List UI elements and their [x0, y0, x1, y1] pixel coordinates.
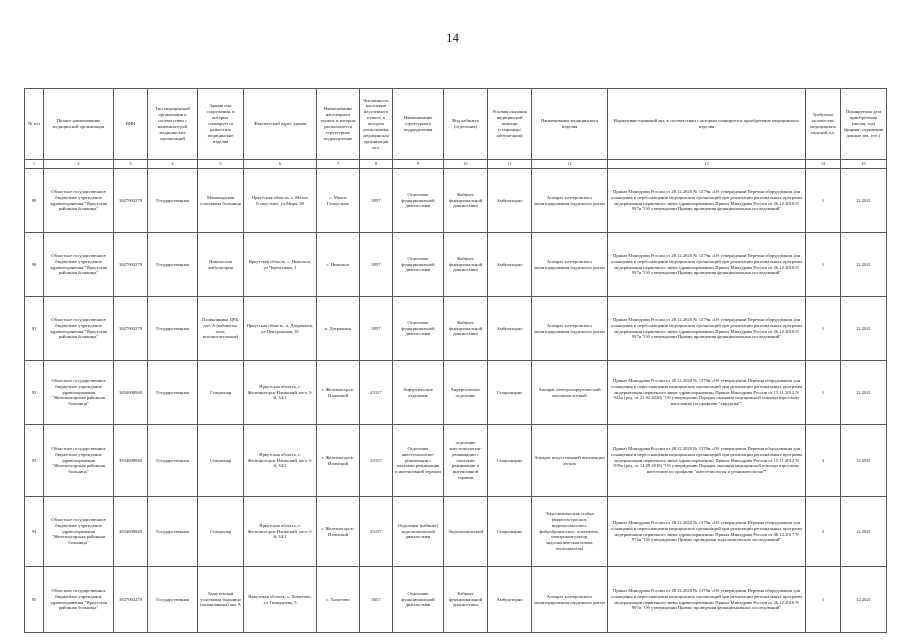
inn: 3827004279 — [114, 233, 148, 297]
device-name: Аппарат холтеровского мониторирования сердечного ритма — [532, 169, 608, 233]
row-number: 90 — [25, 233, 44, 297]
care-conditions: Амбулаторно — [488, 567, 532, 633]
org-type: Государственная — [148, 567, 198, 633]
address: Иркутская область, г. Железногорск-Илимский, кв-л 3-й, 34/1 — [244, 425, 317, 497]
normative-act: Приказ Минздрава России от 28.12.2020 № 1379н «Об утверждении Перечня оборудования для оснащения и переоснащения медицинских организаций при реализации региональных программ модернизации первичного звена здравоохранения» Приказ Минздрава России от 06.12.2017 N 974н "Об утверждении Правил проведения эндоскопических исследований" — [608, 497, 806, 567]
inn: 3834008940 — [114, 497, 148, 567]
inn: 3834008940 — [114, 361, 148, 425]
building: Хомутовская участковая больница (поликлиника) лит А — [198, 567, 244, 633]
quantity: 1 — [806, 567, 841, 633]
purchase-date: 12.2021 — [841, 567, 887, 633]
col-number: 8 — [360, 160, 393, 169]
table-row — [25, 567, 887, 633]
col-header: Вид кабинета (отделения) — [444, 89, 488, 160]
population: 23157 — [360, 361, 393, 425]
row-number: 89 — [25, 169, 44, 233]
care-conditions: Стационарно — [488, 425, 532, 497]
org-name: Областное государственное бюджетное учреждение здравоохранения "Железногорская районная больница" — [44, 497, 114, 567]
care-conditions: Амбулаторно — [488, 297, 532, 361]
normative-act: Приказ Минздрава России от 28.12.2020 № 1379н «Об утверждении Перечня оборудования для оснащения и переоснащения медицинских организаций при реализации региональных программ модернизации первичного звена здравоохранения» Приказ Минздрава России от 15.11.2012 N 922н (ред. от 21.02.2020) "Об утверждении Порядка оказания медицинской помощи взрослому населению по профилю "хирургия"" — [608, 361, 806, 425]
quantity: 3 — [806, 425, 841, 497]
inn: 3827004279 — [114, 567, 148, 633]
col-header: Численность населения населенного пункта, в котором расположена медицинская организация чел. — [360, 89, 393, 160]
address: Иркутская область, с. Никольск, ул.Черемушки, 1 — [244, 233, 317, 297]
settlement: п. Дзержинск — [317, 297, 360, 361]
building: Стационар — [198, 361, 244, 425]
cabinet-type: отделение анестезиологии-реанимации с палатами реанимации и интенсивной терапии — [444, 425, 488, 497]
device-name: Аппарат холтеровского мониторирования сердечного ритма — [532, 233, 608, 297]
structural-unit: Отделение функциональной диагностики — [393, 297, 444, 361]
org-type: Государственная — [148, 297, 198, 361]
cabinet-type: Эндоскопический — [444, 497, 488, 567]
row-number: 91 — [25, 297, 44, 361]
org-name: Областное государственное бюджетное учреждение здравоохранения "Иркутская районная больница" — [44, 169, 114, 233]
col-header: Наименование населенного пункта, в котором располагается структурное подразделение — [317, 89, 360, 160]
normative-act: Приказ Минздрава России от 28.12.2020 № 1379н «Об утверждении Перечня оборудования для оснащения и переоснащения медицинских организаций при реализации региональных программ модернизации первичного звена здравоохранения» Приказ Минздрава России от 26.12.2016 N 997н "Об утверждении Правил проведения функциональных исследований" — [608, 567, 806, 633]
building: Никольская амбулатория — [198, 233, 244, 297]
device-name: Аппарат холтеровского мониторирования сердечного ритма — [532, 297, 608, 361]
structural-unit: Отделение (кабинет) эндоскопической диагностики — [393, 497, 444, 567]
header-row — [25, 89, 887, 160]
col-number: 14 — [806, 160, 841, 169]
col-header: № п/п — [25, 89, 44, 160]
population: 3057 — [360, 169, 393, 233]
equipment-table — [24, 88, 887, 633]
col-number: 3 — [114, 160, 148, 169]
care-conditions: Амбулаторно — [488, 169, 532, 233]
settlement: с. Никольск — [317, 233, 360, 297]
col-header: Планируемая дата приобретения (месяц, год) (формат: отражения данных мм. гггг.) — [841, 89, 887, 160]
row-number: 92 — [25, 361, 44, 425]
col-header: ИНН — [114, 89, 148, 160]
org-type: Государственная — [148, 169, 198, 233]
col-header: Наименование медицинского изделия — [532, 89, 608, 160]
quantity: 2 — [806, 497, 841, 567]
address: Иркутская область, г. Железногорск-Илимский, кв-л 3-й, 34/1 — [244, 361, 317, 425]
org-type: Государственная — [148, 497, 198, 567]
table-row — [25, 497, 887, 567]
normative-act: Приказ Минздрава России от 28.12.2020 № 1379н «Об утверждении Перечня оборудования для оснащения и переоснащения медицинских организаций при реализации региональных программ модернизации первичного звена здравоохранения» Приказ Минздрава России от 26.12.2016 N 997н "Об утверждении Правил проведения функциональных исследований" — [608, 233, 806, 297]
cabinet-type: Кабинет функциональной диагностики — [444, 567, 488, 633]
cabinet-type: Кабинет функциональной диагностики — [444, 297, 488, 361]
building: Мамыкарская участковая больница — [198, 169, 244, 233]
page-number: 14 — [446, 30, 459, 45]
address: Иркутская область, с. Малое Голоустное, ул.Мира, 39 — [244, 169, 317, 233]
row-number: 93 — [25, 425, 44, 497]
population: 23157 — [360, 497, 393, 567]
col-header: Наименование структурного подразделения — [393, 89, 444, 160]
structural-unit: Отделение функциональной диагностики — [393, 567, 444, 633]
org-name: Областное государственное бюджетное учреждение здравоохранения "Иркутская районная больница" — [44, 297, 114, 361]
org-type: Государственная — [148, 425, 198, 497]
row-number: 94 — [25, 497, 44, 567]
inn: 3827004279 — [114, 297, 148, 361]
address: Иркутская область, г. Железногорск-Илимский, кв-л 3-й, 34/1 — [244, 497, 317, 567]
row-number: 95 — [25, 567, 44, 633]
col-number: 12 — [532, 160, 608, 169]
structural-unit: Отделение функциональной диагностики — [393, 169, 444, 233]
org-type: Государственная — [148, 361, 198, 425]
settlement: г. Железногорск-Илимский — [317, 361, 360, 425]
org-name: Областное государственное бюджетное учреждение здравоохранения "Железногорская районная больница" — [44, 425, 114, 497]
settlement: г. Железногорск-Илимский — [317, 497, 360, 567]
quantity: 1 — [806, 361, 841, 425]
org-name: Областное государственное бюджетное учреждение здравоохранения "Железногорская районная больница" — [44, 361, 114, 425]
cabinet-type: Хирургическое отделение — [444, 361, 488, 425]
table-row — [25, 169, 887, 233]
column-number-row — [25, 160, 887, 169]
device-name: Аппарат холтеровского мониторирования сердечного ритма — [532, 567, 608, 633]
col-header: Требуемое количество медицинских изделий, ед. — [806, 89, 841, 160]
device-name: Аппарат искусственной вентиляции легких — [532, 425, 608, 497]
col-number: 4 — [148, 160, 198, 169]
purchase-date: 12.2021 — [841, 425, 887, 497]
col-number: 10 — [444, 160, 488, 169]
col-header: Условия оказания медицинской помощи (стационар/амбулатория) — [488, 89, 532, 160]
table-row — [25, 233, 887, 297]
col-number: 2 — [44, 160, 114, 169]
settlement: с. Малое Голоустное — [317, 169, 360, 233]
purchase-date: 12.2021 — [841, 361, 887, 425]
building: Поликлиника ЦРБ, лит. А (кабинеты, холл, вспомогательные) — [198, 297, 244, 361]
settlement: г. Железногорск-Илимский — [317, 425, 360, 497]
inn: 3827004279 — [114, 169, 148, 233]
col-header: Нормативно-правовой акт, в соответствии с которым планируется приобретение медицинского изделия — [608, 89, 806, 160]
normative-act: Приказ Минздрава России от 28.12.2020 № 1379н «Об утверждении Перечня оборудования для оснащения и переоснащения медицинских организаций при реализации региональных программ модернизации первичного звена здравоохранения» Приказ Минздрава России от 15.11.2012 N 919н (ред. от 14.09.2018) "Об утверждении Порядка оказания медицинской помощи взрослому населению по профилю "анестезиология и реаниматология"" — [608, 425, 806, 497]
col-header: Полное наименование медицинской организации — [44, 89, 114, 160]
table-row — [25, 361, 887, 425]
address: Иркутская область, с. Хомутово, ул.Тимирязева, 5 — [244, 567, 317, 633]
care-conditions: Амбулаторно — [488, 233, 532, 297]
normative-act: Приказ Минздрава России от 28.12.2020 № 1379н «Об утверждении Перечня оборудования для оснащения и переоснащения медицинских организаций при реализации региональных программ модернизации первичного звена здравоохранения» Приказ Минздрава России от 26.12.2016 N 997н "Об утверждении Правил проведения функциональных исследований" — [608, 169, 806, 233]
population: 3057 — [360, 297, 393, 361]
population: 3057 — [360, 567, 393, 633]
table-row — [25, 425, 887, 497]
settlement: с. Хомутово — [317, 567, 360, 633]
care-conditions: Стационарно — [488, 361, 532, 425]
quantity: 1 — [806, 297, 841, 361]
inn: 3834008940 — [114, 425, 148, 497]
table-body — [25, 169, 887, 633]
purchase-date: 12.2021 — [841, 169, 887, 233]
col-number: 13 — [608, 160, 806, 169]
population: 3057 — [360, 233, 393, 297]
col-number: 7 — [317, 160, 360, 169]
org-name: Областное государственное бюджетное учреждение здравоохранения "Иркутская районная больница" — [44, 233, 114, 297]
col-number: 1 — [25, 160, 44, 169]
col-number: 11 — [488, 160, 532, 169]
population: 23157 — [360, 425, 393, 497]
device-name: Эндоскопическая стойка (видеогастроскоп, видеоколоноскоп, фибробронхоскоп, осветитель, электрокоагулятор, эндоскопическая помпа, отсасыватель) — [532, 497, 608, 567]
purchase-date: 12.2021 — [841, 297, 887, 361]
cabinet-type: Кабинет функциональной диагностики — [444, 233, 488, 297]
building: Стационар — [198, 497, 244, 567]
device-name: Аппарат электрохирургический высокочастотный — [532, 361, 608, 425]
purchase-date: 12.2021 — [841, 497, 887, 567]
col-number: 6 — [244, 160, 317, 169]
building: Стационар — [198, 425, 244, 497]
quantity: 1 — [806, 169, 841, 233]
col-header: Здания или сооружения, в которых планируется разместить медицинские изделия — [198, 89, 244, 160]
cabinet-type: Кабинет функциональной диагностики — [444, 169, 488, 233]
table-row — [25, 297, 887, 361]
quantity: 1 — [806, 233, 841, 297]
col-number: 9 — [393, 160, 444, 169]
col-header: Тип медицинской организации в соответствии с номенклатурой медицинских организаций — [148, 89, 198, 160]
col-number: 5 — [198, 160, 244, 169]
purchase-date: 12.2021 — [841, 233, 887, 297]
structural-unit: Отделение анестезиологии-реанимации с палатами реанимации и интенсивной терапии — [393, 425, 444, 497]
org-type: Государственная — [148, 233, 198, 297]
col-number: 15 — [841, 160, 887, 169]
org-name: Областное государственное бюджетное учреждение здравоохранения "Иркутская районная больница" — [44, 567, 114, 633]
normative-act: Приказ Минздрава России от 28.12.2020 № 1379н «Об утверждении Перечня оборудования для оснащения и переоснащения медицинских организаций при реализации региональных программ модернизации первичного звена здравоохранения» Приказ Минздрава России от 26.12.2016 N 997н "Об утверждении Правил проведения функциональных исследований" — [608, 297, 806, 361]
care-conditions: Стационарно — [488, 497, 532, 567]
structural-unit: Хирургическое отделение — [393, 361, 444, 425]
structural-unit: Отделение функциональной диагностики — [393, 233, 444, 297]
address: Иркутская область, п. Дзержинск, ул.Центральная, 35 — [244, 297, 317, 361]
col-header: Фактический адрес здания — [244, 89, 317, 160]
